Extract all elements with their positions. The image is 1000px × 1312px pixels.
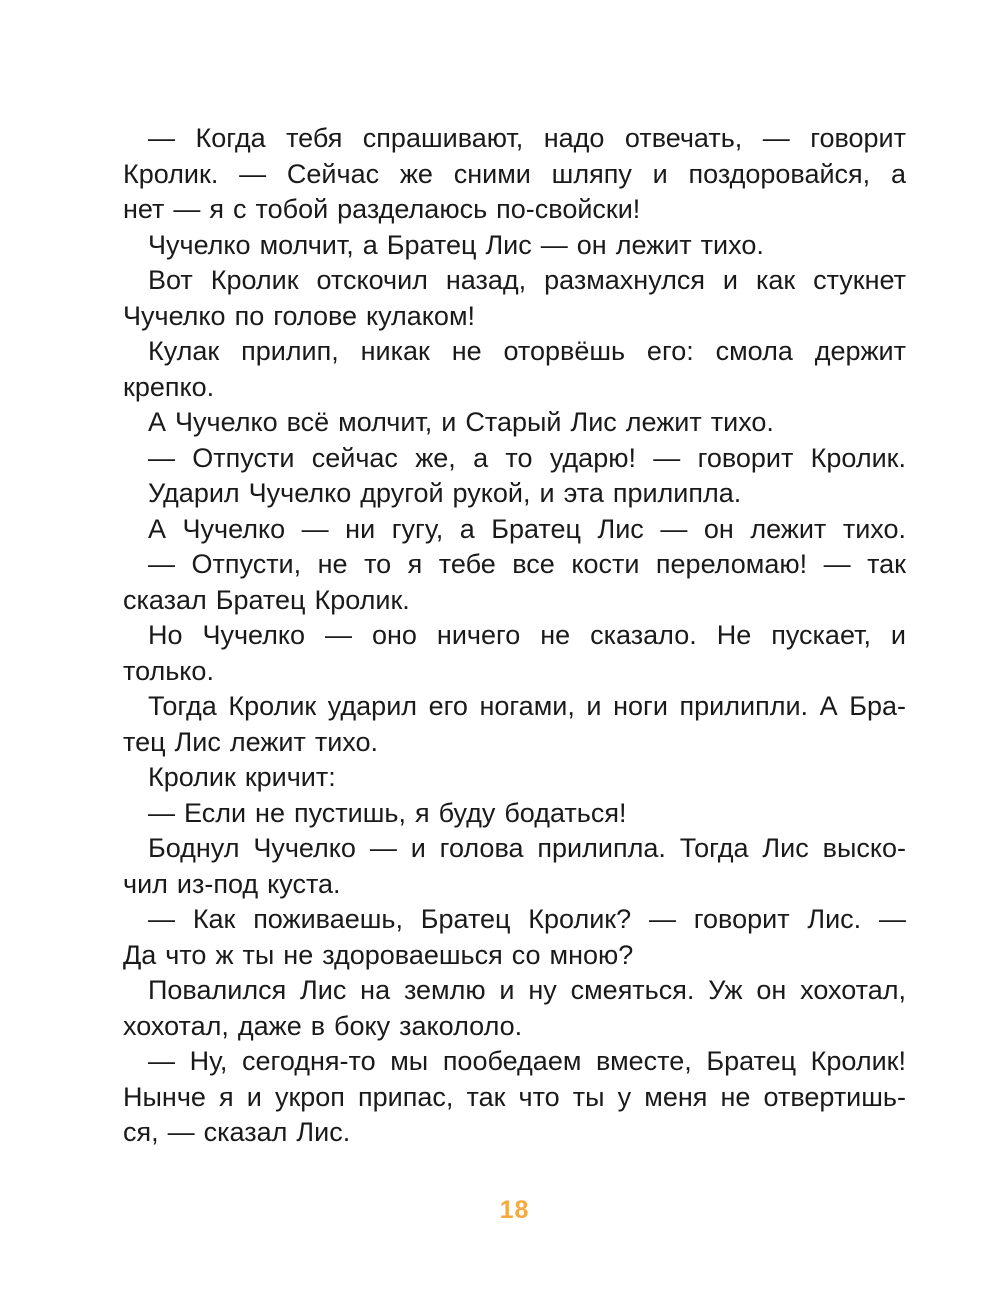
paragraph (123, 618, 906, 689)
text-line: только. (123, 655, 214, 686)
text-line: — Когда тебя спрашивают, надо отвечать, — говорит (148, 123, 906, 153)
text-line: Нынче я и укроп припас, так что ты у меня не отвертишь- (123, 1081, 906, 1112)
paragraph (123, 441, 906, 477)
text-line: — Как поживаешь, Братец Кролик? — говорит Лис. — (148, 904, 906, 934)
text-line: — Отпусти сейчас же, а то ударю! — говорит Кролик. (148, 442, 906, 473)
text-line: крепко. (123, 371, 215, 402)
paragraph (123, 902, 906, 973)
text-line: Чучелко молчит, а Братец Лис — он лежит тихо. (148, 229, 764, 260)
text-line: Боднул Чучелко — и голова прилипла. Тогда Лис выско- (148, 833, 906, 863)
text-line: — Ну, сегодня-то мы пообедаем вместе, Братец Кролик! (148, 1046, 906, 1076)
text-line: Да что ж ты не здороваешься со мною? (123, 939, 634, 970)
paragraph (123, 796, 906, 832)
text-line: А Чучелко — ни гугу, а Братец Лис — он лежит тихо. (148, 513, 906, 544)
paragraph (123, 476, 906, 512)
text-line: Но Чучелко — оно ничего не сказало. Не пускает, и (148, 620, 906, 650)
text-line: Кролик. — Сейчас же сними шляпу и поздоровайся, а (123, 158, 906, 189)
page-number: 18 (499, 1196, 530, 1224)
paragraph (123, 831, 906, 902)
text-line: Ударил Чучелко другой рукой, и эта прилипла. (148, 478, 742, 508)
paragraph (123, 689, 906, 760)
story-text (123, 121, 906, 1151)
paragraph (123, 760, 906, 796)
paragraph (123, 121, 906, 228)
paragraph (123, 1044, 906, 1151)
text-line: А Чучелко всё молчит, и Старый Лис лежит тихо. (148, 407, 774, 437)
text-line: Кролик кричит: (148, 762, 336, 792)
text-line: Тогда Кролик ударил его ногами, и ноги прилипли. А Бра- (148, 691, 906, 721)
paragraph (123, 228, 906, 264)
text-line: Кулак прилип, никак не оторвёшь его: смола держит (148, 336, 906, 366)
text-line: хохотал, даже в боку закололо. (123, 1010, 523, 1041)
text-line: — Отпусти, не то я тебе все кости переломаю! — так (148, 549, 906, 579)
paragraph (123, 547, 906, 618)
text-line: Повалился Лис на землю и ну смеяться. Уж он хохотал, (148, 975, 906, 1005)
text-line: ся, — сказал Лис. (123, 1117, 351, 1147)
paragraph (123, 263, 906, 334)
text-line: — Если не пустишь, я буду бодаться! (148, 797, 627, 828)
paragraph (123, 334, 906, 405)
text-line: сказал Братец Кролик. (123, 584, 410, 615)
paragraph (123, 512, 906, 548)
text-line: тец Лис лежит тихо. (123, 726, 378, 757)
paragraph (123, 405, 906, 441)
text-line: чил из-под куста. (123, 868, 341, 899)
text-line: Чучелко по голове кулаком! (123, 300, 476, 331)
paragraph (123, 973, 906, 1044)
text-line: Вот Кролик отскочил назад, размахнулся и как стукнет (148, 265, 906, 295)
text-line: нет — я с тобой разделаюсь по-свойски! (123, 194, 641, 224)
